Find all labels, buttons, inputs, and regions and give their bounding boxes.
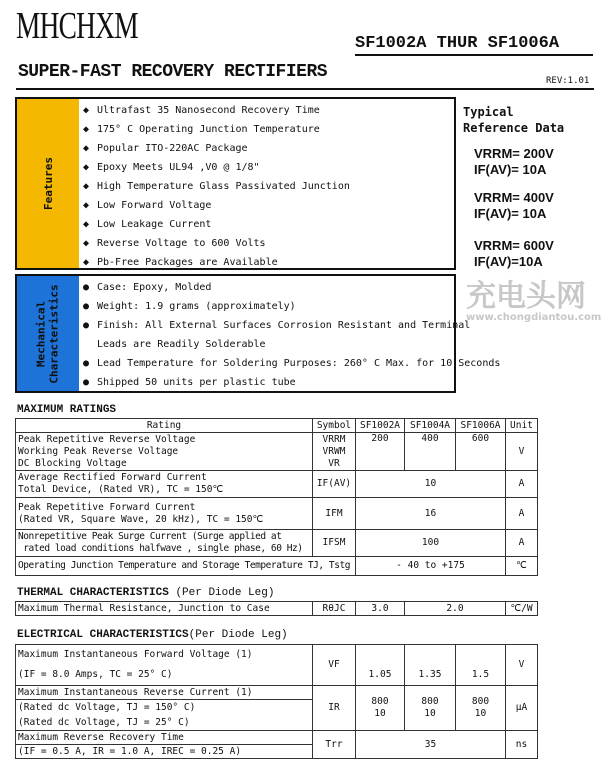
diamond-bullet-icon: ◆ <box>83 162 90 173</box>
table-row: Average Rectified Forward Current Total Device, (Rated VR), TC = 150℃ IF(AV) 10 A <box>16 471 538 498</box>
list-item: ◆ Epoxy Meets UL94 ,V0 @ 1/8" <box>83 158 450 177</box>
circle-bullet-icon: ● <box>83 301 90 312</box>
diamond-bullet-icon: ◆ <box>83 238 90 249</box>
mechanical-label: Mechanical Characteristics <box>35 283 61 384</box>
diamond-bullet-icon: ◆ <box>83 219 90 230</box>
diamond-bullet-icon: ◆ <box>83 181 90 192</box>
diamond-bullet-icon: ◆ <box>83 200 90 211</box>
list-item: ◆ Ultrafast 35 Nanosecond Recovery Time <box>83 101 450 120</box>
mechanical-box <box>15 274 501 393</box>
header-divider <box>16 88 594 90</box>
circle-bullet-icon: ● <box>83 282 90 293</box>
table-row: Nonrepetitive Peak Surge Current (Surge applied at rated load conditions halfwave , single phase, 60 Hz) IFSM 100 A <box>16 530 538 557</box>
revision-label: REV:1.01 <box>546 76 590 86</box>
electrical-table: Maximum Instantaneous Forward Voltage (1) VF 1.05 1.35 1.5 V (IF = 8.0 Amps, TC = 25° C) Maximum Instantaneous Reverse Current (1) IR 800 10 800 10 800 10 µA (Rated dc Voltage, TJ = 150° C) (Rated dc Voltage, TJ = 25° C) Maximum Reverse Recovery Time Trr 35 ns (IF = 0.5 A, IR = 1.0 A, IREC = 0.25 A) <box>15 644 538 759</box>
document-subtitle: SUPER-FAST RECOVERY RECTIFIERS <box>18 62 328 82</box>
features-label: Features <box>41 157 55 210</box>
table-row: Operating Junction Temperature and Storage Temperature TJ, Tstg - 40 to +175 ℃ <box>16 557 538 576</box>
list-item: ● Case: Epoxy, Molded <box>83 278 450 297</box>
features-band <box>17 99 79 268</box>
table-header-row: Rating Symbol SF1002A SF1004A SF1006A Unit <box>16 419 538 433</box>
table-row: Peak Repetitive Reverse Voltage Working Peak Reverse Voltage DC Blocking Voltage VRRM VRWM VR 200 400 600 V <box>16 433 538 471</box>
list-item: ● Finish: All External Surfaces Corrosion Resistant and Terminal <box>83 316 450 335</box>
diamond-bullet-icon: ◆ <box>83 124 90 135</box>
list-item: ◆ Reverse Voltage to 600 Volts <box>83 234 450 253</box>
mechanical-list <box>83 278 501 392</box>
list-item: ● Lead Temperature for Soldering Purposes: 260° C Max. for 10 Seconds <box>83 354 450 373</box>
diamond-bullet-icon: ◆ <box>83 143 90 154</box>
typical-reference-heading: Typical Reference Data <box>463 105 565 135</box>
features-list <box>83 101 450 272</box>
list-item: ◆ Popular ITO-220AC Package <box>83 139 450 158</box>
max-ratings-table <box>15 418 538 576</box>
list-item: ◆ Pb-Free Packages are Available <box>83 253 450 272</box>
part-range-title: SF1002A THUR SF1006A <box>355 34 593 56</box>
reference-200v: VRRM= 200V IF(AV)= 10A <box>474 146 554 177</box>
list-item: ● Weight: 1.9 grams (approximately) <box>83 297 450 316</box>
list-item: ● Shipped 50 units per plastic tube <box>83 373 450 392</box>
table-row: Maximum Reverse Recovery Time Trr 35 ns <box>16 731 538 745</box>
list-item: ◆ Low Leakage Current <box>83 215 450 234</box>
features-box <box>15 97 456 270</box>
table-row: Peak Repetitive Forward Current (Rated VR, Square Wave, 20 kHz), TC = 150℃ IFM 16 A <box>16 498 538 530</box>
thermal-table <box>15 601 538 616</box>
reference-400v: VRRM= 400V IF(AV)= 10A <box>474 190 554 221</box>
max-ratings-heading: MAXIMUM RATINGS <box>17 404 117 416</box>
table-row: Maximum Instantaneous Forward Voltage (1) VF 1.05 1.35 1.5 V <box>16 645 538 665</box>
list-item: ◆ High Temperature Glass Passivated Junction <box>83 177 450 196</box>
list-item: ◆ Low Forward Voltage <box>83 196 450 215</box>
mechanical-band <box>17 276 79 391</box>
table-row: Maximum Thermal Resistance, Junction to Case RθJC 3.0 2.0 ℃/W <box>16 602 538 616</box>
table-row: Maximum Instantaneous Reverse Current (1) IR 800 10 800 10 800 10 µA <box>16 686 538 700</box>
watermark: 充电头网 www.chongdiantou.com <box>466 279 602 323</box>
diamond-bullet-icon: ◆ <box>83 105 90 116</box>
circle-bullet-icon: ● <box>83 320 90 331</box>
circle-bullet-icon: ● <box>83 358 90 369</box>
reference-600v: VRRM= 600V IF(AV)=10A <box>474 238 554 269</box>
list-item: ◆ 175° C Operating Junction Temperature <box>83 120 450 139</box>
circle-bullet-icon: ● <box>83 377 90 388</box>
diamond-bullet-icon: ◆ <box>83 257 90 268</box>
list-item: Leads are Readily Solderable <box>97 339 266 350</box>
thermal-heading: THERMAL CHARACTERISTICS (Per Diode Leg) <box>17 587 275 599</box>
brand-logo: MHCHXM <box>16 5 138 47</box>
electrical-heading: ELECTRICAL CHARACTERISTICS(Per Diode Leg) <box>17 629 288 641</box>
